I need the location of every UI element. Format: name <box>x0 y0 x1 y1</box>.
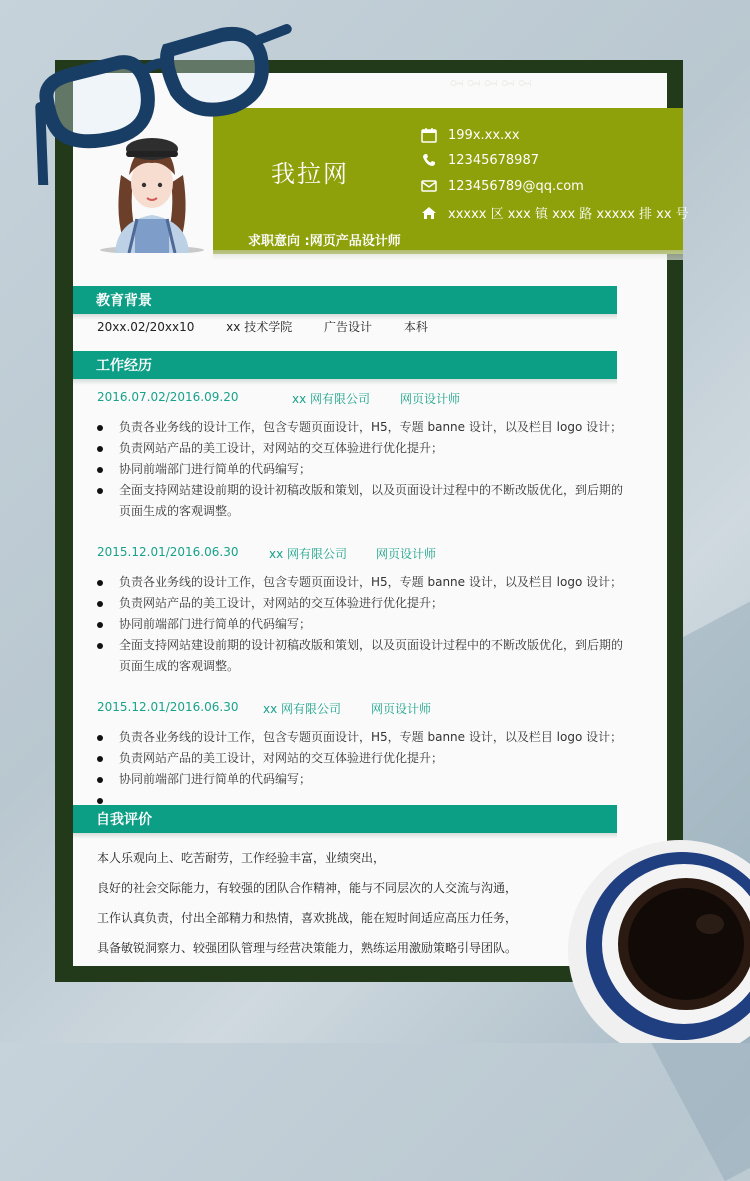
bullet-dot <box>97 467 103 473</box>
bullet-text: 负责网站产品的美工设计，对网站的交互体验进行优化提升； <box>119 751 444 765</box>
glasses-decoration <box>10 15 300 185</box>
contact-birth <box>420 127 520 143</box>
bullet-text: 协同前端部门进行简单的代码编写； <box>119 462 312 476</box>
self-evaluation-line: 具备敏锐洞察力、较强团队管理与经营决策能力，熟练运用激励策略引导团队。 <box>97 941 518 955</box>
contact-address-text: xxxxx 区 xxx 镇 xxx 路 xxxxx 排 xx 号 <box>448 207 689 222</box>
section-work <box>73 351 617 379</box>
list-item <box>97 438 637 459</box>
home-icon <box>420 205 438 221</box>
list-item <box>97 727 637 748</box>
header-shadow <box>213 250 683 260</box>
email-icon <box>420 178 438 194</box>
job-position: 网页设计师 <box>376 547 437 561</box>
list-item <box>97 480 637 522</box>
list-item <box>97 572 637 593</box>
bullet-dot <box>97 622 103 628</box>
job-company: xx 网有限公司 <box>263 702 342 716</box>
bullet-text: 协同前端部门进行简单的代码编写； <box>119 772 312 786</box>
bullet-text: 负责各业务线的设计工作，包含专题页面设计，H5，专题 banne 设计，以及栏目 logo 设计； <box>119 420 623 434</box>
education-period: 20xx.02/20xx10 <box>97 320 195 334</box>
section-work-title: 工作经历 <box>96 358 152 374</box>
bullet-dot <box>97 756 103 762</box>
calendar-icon <box>420 127 438 143</box>
faint-watermark-text: ꗢ ꗢ ꗢ ꗢ ꗢ <box>450 76 532 89</box>
job-bullets <box>97 417 637 522</box>
bullet-text: 全面支持网站建设前期的设计初稿改版和策划，以及页面设计过程中的不断改版优化，到后期的页面生成的客观调整。 <box>119 483 624 518</box>
bullet-dot <box>97 446 103 452</box>
section-self-evaluation <box>73 805 617 833</box>
job-position: 网页设计师 <box>371 702 432 716</box>
list-item <box>97 593 637 614</box>
list-item <box>97 614 637 635</box>
section-education <box>73 286 617 314</box>
education-major: 广告设计 <box>324 320 373 334</box>
self-evaluation-text <box>97 843 517 963</box>
education-degree: 本科 <box>403 320 428 334</box>
list-item <box>97 748 637 769</box>
bullet-dot <box>97 425 103 431</box>
list-item <box>97 769 637 790</box>
self-evaluation-line: 本人乐观向上、吃苦耐劳，工作经验丰富，业绩突出， <box>97 851 386 865</box>
coffee-cup-decoration <box>560 820 750 1043</box>
candidate-name: 我拉网 <box>271 160 349 188</box>
section-shadow <box>73 833 617 839</box>
phone-icon <box>420 152 438 168</box>
list-item <box>97 417 637 438</box>
bullet-text: 全面支持网站建设前期的设计初稿改版和策划，以及页面设计过程中的不断改版优化，到后期的页面生成的客观调整。 <box>119 638 624 673</box>
list-item <box>97 459 637 480</box>
bullet-dot <box>97 777 103 783</box>
job-period: 2016.07.02/2016.09.20 <box>97 390 239 404</box>
job-period: 2015.12.01/2016.06.30 <box>97 545 239 559</box>
bullet-text: 负责网站产品的美工设计，对网站的交互体验进行优化提升； <box>119 441 444 455</box>
contact-email <box>420 178 584 194</box>
contact-email-text: 123456789@qq.com <box>448 178 584 194</box>
job-period: 2015.12.01/2016.06.30 <box>97 700 239 714</box>
bullet-dot <box>97 488 103 494</box>
education-row <box>97 318 456 335</box>
contact-address <box>420 203 689 222</box>
self-evaluation-line: 良好的社会交际能力，有较强的团队合作精神，能与不同层次的人交流与沟通， <box>97 881 518 895</box>
bullet-dot <box>97 643 103 649</box>
list-item <box>97 635 637 677</box>
job-position: 网页设计师 <box>400 392 461 406</box>
section-self-evaluation-title: 自我评价 <box>96 812 152 828</box>
bullet-dot <box>97 580 103 586</box>
bullet-text: 负责网站产品的美工设计，对网站的交互体验进行优化提升； <box>119 596 444 610</box>
bullet-dot <box>97 735 103 741</box>
bullet-dot <box>97 601 103 607</box>
job-bullets <box>97 572 637 677</box>
bullet-text: 协同前端部门进行简单的代码编写； <box>119 617 312 631</box>
contact-phone-text: 12345678987 <box>448 152 539 168</box>
self-evaluation-line: 工作认真负责，付出全部精力和热情，喜欢挑战，能在短时间适应高压力任务， <box>97 911 518 925</box>
education-school: xx 技术学院 <box>226 320 293 334</box>
bullet-text: 负责各业务线的设计工作，包含专题页面设计，H5，专题 banne 设计，以及栏目 logo 设计； <box>119 575 623 589</box>
job-intent: 求职意向 :网页产品设计师 <box>248 234 401 249</box>
bullet-text: 负责各业务线的设计工作，包含专题页面设计，H5，专题 banne 设计，以及栏目 logo 设计； <box>119 730 623 744</box>
bullet-dot <box>97 798 103 804</box>
contact-phone <box>420 152 539 168</box>
job-company: xx 网有限公司 <box>292 392 371 406</box>
section-education-title: 教育背景 <box>96 293 152 309</box>
job-bullets <box>97 727 637 790</box>
job-company: xx 网有限公司 <box>269 547 348 561</box>
section-shadow <box>73 379 617 385</box>
contact-birth-text: 199x.xx.xx <box>448 127 520 143</box>
